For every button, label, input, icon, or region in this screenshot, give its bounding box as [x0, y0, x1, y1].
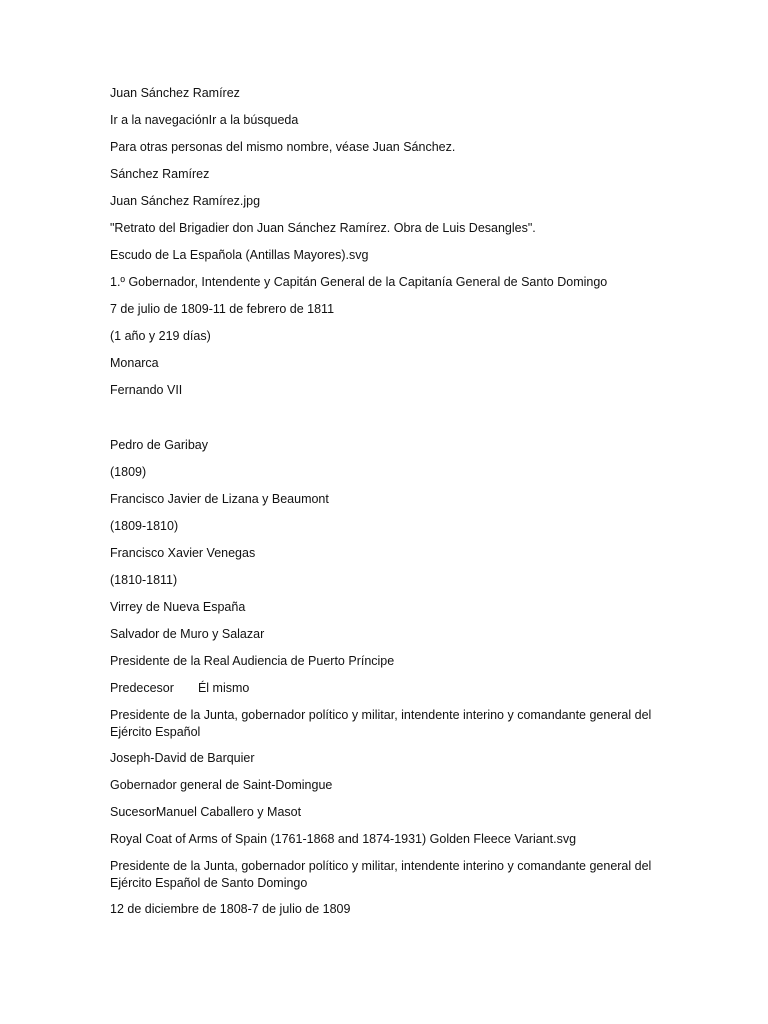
governor-name: Joseph-David de Barquier [110, 751, 255, 765]
infobox-name: Sánchez Ramírez [110, 167, 210, 181]
audiencia-label: Presidente de la Real Audiencia de Puerto Príncipe [110, 654, 395, 668]
junta-president-title-santo-domingo: Presidente de la Junta, gobernador político y militar, intendente interino y comandante general del Ejército Español de Santo Domingo [110, 859, 652, 890]
predecessor-value: Él mismo [197, 681, 250, 695]
successor-row: SucesorManuel Caballero y Masot [110, 805, 302, 819]
viceroy-2-years: (1809-1810) [110, 519, 179, 533]
monarch-value: Fernando VII [110, 383, 183, 397]
disambiguation-note: Para otras personas del mismo nombre, véase Juan Sánchez. [110, 140, 456, 154]
governor-title: Gobernador general de Saint-Domingue [110, 778, 333, 792]
predecessor-row [110, 680, 670, 697]
viceroy-3-years: (1810-1811) [110, 573, 178, 587]
term-dates: 7 de julio de 1809-11 de febrero de 1811 [110, 302, 335, 316]
office-title: 1.º Gobernador, Intendente y Capitán General de la Capitanía General de Santo Domingo [110, 275, 608, 289]
viceroy-label: Virrey de Nueva España [110, 600, 246, 614]
portrait-filename: Juan Sánchez Ramírez.jpg [110, 194, 261, 208]
audiencia-president: Salvador de Muro y Salazar [110, 627, 265, 641]
document-page [110, 85, 670, 928]
viceroy-2: Francisco Javier de Lizana y Beaumont [110, 492, 329, 506]
coat-of-arms-filename: Escudo de La Española (Antillas Mayores).svg [110, 248, 369, 262]
monarch-label: Monarca [110, 356, 159, 370]
viceroy-1: Pedro de Garibay [110, 438, 208, 452]
navigation-links: Ir a la navegaciónIr a la búsqueda [110, 113, 299, 127]
blank-line [110, 409, 670, 437]
viceroy-3: Francisco Xavier Venegas [110, 546, 256, 560]
predecessor-label: Predecesor [110, 681, 174, 695]
article-title: Juan Sánchez Ramírez [110, 86, 240, 100]
term-duration: (1 año y 219 días) [110, 329, 211, 343]
junta-term-dates: 12 de diciembre de 1808-7 de julio de 1809 [110, 902, 351, 916]
royal-arms-filename: Royal Coat of Arms of Spain (1761-1868 and 1874-1931) Golden Fleece Variant.svg [110, 832, 577, 846]
junta-president-title: Presidente de la Junta, gobernador político y militar, intendente interino y comandante general del Ejército Español [110, 708, 652, 739]
portrait-caption: "Retrato del Brigadier don Juan Sánchez Ramírez. Obra de Luis Desangles". [110, 221, 536, 235]
viceroy-1-years: (1809) [110, 465, 147, 479]
